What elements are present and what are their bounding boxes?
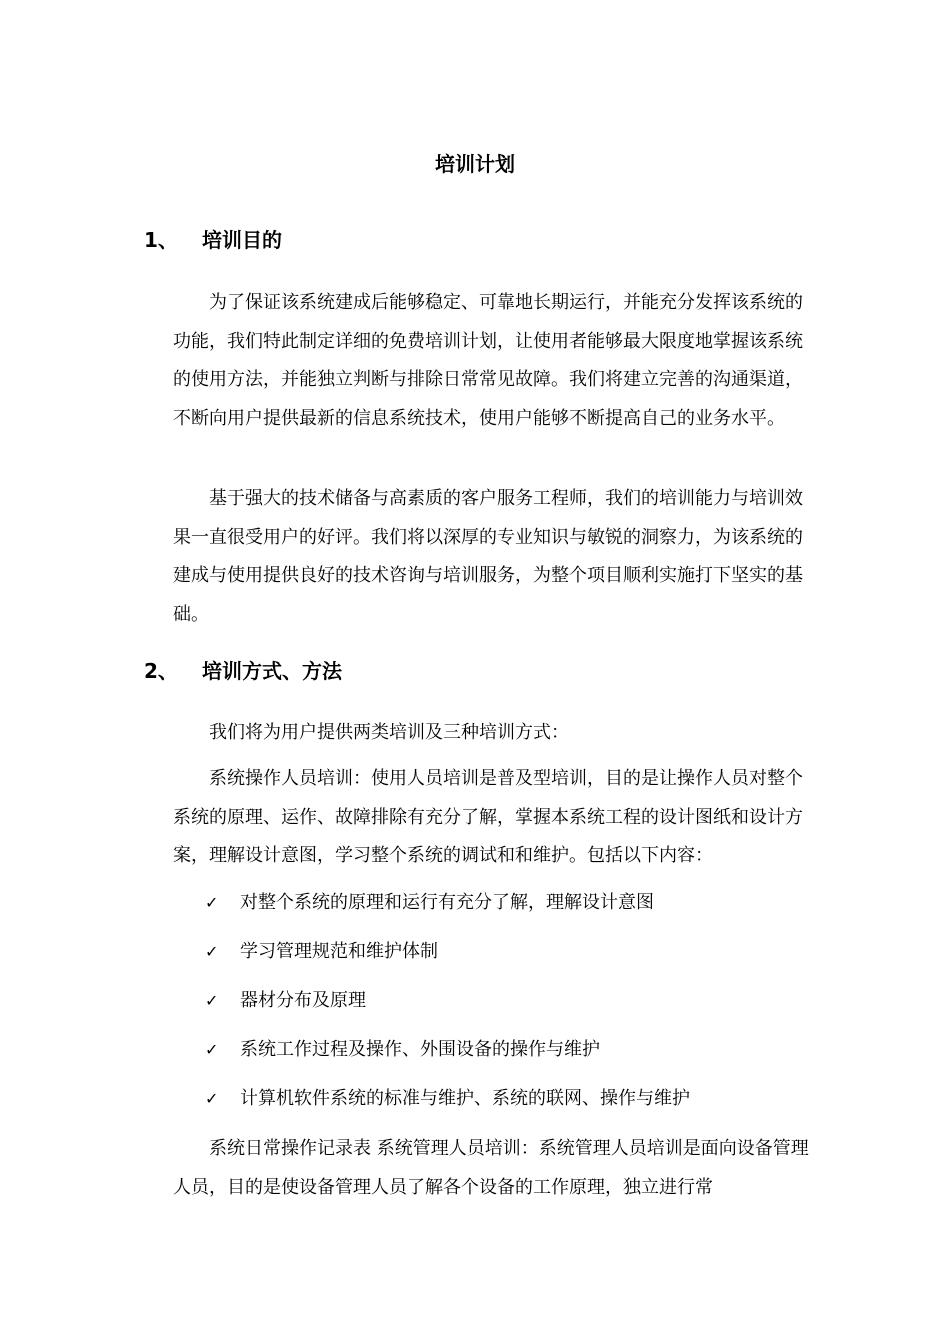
check-icon: ✓ <box>205 942 219 961</box>
section-number: 2、 <box>144 659 178 683</box>
list-item-text: 系统工作过程及操作、外围设备的操作与维护 <box>240 1039 600 1060</box>
paragraph: 系统操作人员培训：使用人员培训是普及型培训，目的是让操作人员对整个系统的原理、运作、故障排除有充分了解，掌握本系统工程的设计图纸和设计方案，理解设计意图，学习整个系统的调试和和维护。包括以下内容： <box>173 768 803 866</box>
list-item-text: 器材分布及原理 <box>240 990 366 1011</box>
list-item-text: 学习管理规范和维护体制 <box>240 941 438 962</box>
section-number: 1、 <box>144 228 178 252</box>
list-item <box>205 886 690 935</box>
list-item <box>205 1082 690 1131</box>
list-item <box>205 935 690 984</box>
list-item <box>205 1033 690 1082</box>
section-heading-1 <box>144 226 282 254</box>
paragraph: 我们将为用户提供两类培训及三种培训方式： <box>209 722 569 743</box>
list-item <box>205 984 690 1033</box>
section-heading-2 <box>144 657 342 685</box>
list-item-text: 对整个系统的原理和运行有充分了解，理解设计意图 <box>240 892 654 913</box>
check-icon: ✓ <box>205 893 219 912</box>
check-icon: ✓ <box>205 991 219 1010</box>
list-item-text: 计算机软件系统的标准与维护、系统的联网、操作与维护 <box>240 1088 690 1109</box>
document-title: 培训计划 <box>435 152 515 176</box>
paragraph: 为了保证该系统建成后能够稳定、可靠地长期运行，并能充分发挥该系统的功能，我们特此制定详细的免费培训计划，让使用者能够最大限度地掌握该系统的使用方法，并能独立判断与排除日常常见故障。我们将建立完善的沟通渠道，不断向用户提供最新的信息系统技术，使用户能够不断提高自己的业务水平。 <box>173 292 803 429</box>
training-content-list <box>205 886 690 1131</box>
paragraph: 系统日常操作记录表 系统管理人员培训：系统管理人员培训是面向设备管理人员，目的是使设备管理人员了解各个设备的工作原理，独立进行常 <box>173 1138 809 1198</box>
check-icon: ✓ <box>205 1040 219 1059</box>
section-title: 培训方式、方法 <box>202 659 342 683</box>
check-icon: ✓ <box>205 1089 219 1108</box>
section-title: 培训目的 <box>202 228 282 252</box>
paragraph: 基于强大的技术储备与高素质的客户服务工程师，我们的培训能力与培训效果一直很受用户的好评。我们将以深厚的专业知识与敏锐的洞察力，为该系统的建成与使用提供良好的技术咨询与培训服务，为整个项目顺利实施打下坚实的基础。 <box>173 488 803 625</box>
